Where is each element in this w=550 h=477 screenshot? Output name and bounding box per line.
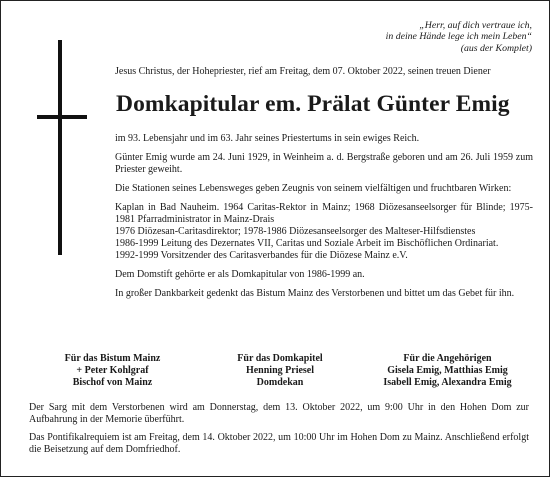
signatory-title: Domdekan <box>256 377 304 388</box>
quote-line-1: „Herr, auf dich vertraue ich, <box>419 20 532 31</box>
quote-line-2: in deine Hände lege ich mein Leben“ <box>385 31 532 43</box>
requiem-paragraph: Das Pontifikalrequiem ist am Freitag, dem 14. Oktober 2022, um 10:00 Uhr im Hohen Dom zu Mainz. Anschließend erfolgt die Beisetzung auf dem Domfriedhof. <box>29 432 529 455</box>
signatory-names: Isabell Emig, Alexandra Emig <box>383 377 512 388</box>
obituary-body <box>115 133 533 307</box>
signatory-heading: Für das Domkapitel <box>237 353 323 364</box>
career-item: 1986-1999 Leitung des Dezernates VII, Caritas und Soziale Arbeit im Bischöflichen Ordinariat. <box>115 238 499 249</box>
deceased-name: Domkapitular em. Prälat Günter Emig <box>116 91 510 117</box>
signatory-heading: Für das Bistum Mainz <box>64 353 161 364</box>
cross-horizontal-bar <box>37 115 87 119</box>
funeral-details <box>29 402 529 462</box>
signatory-name: Gisela Emig, Matthias Emig <box>387 365 508 376</box>
signatory-family <box>365 353 530 389</box>
cross-vertical-bar <box>58 40 62 255</box>
signatory-name: + Peter Kohlgraf <box>76 365 149 376</box>
career-item: 1992-1999 Vorsitzender des Caritasverbandes für die Diözese Mainz e.V. <box>115 250 408 261</box>
age-paragraph: im 93. Lebensjahr und im 63. Jahr seines Priestertums in sein ewiges Reich. <box>115 133 420 144</box>
birth-paragraph: Günter Emig wurde am 24. Juni 1929, in Weinheim a. d. Bergstraße geboren und am 26. Juli 1959 zum Priester geweiht. <box>115 152 533 175</box>
domstift-paragraph: Dem Domstift gehörte er als Domkapitular von 1986-1999 an. <box>115 269 365 280</box>
signatory-title: Bischof von Mainz <box>72 377 153 388</box>
signatory-chapter <box>198 353 363 389</box>
signatories <box>30 353 530 389</box>
career-item: 1976 Diözesan-Caritasdirektor; 1978-1986 Diözesanseelsorger des Malteser-Hilfsdienstes <box>115 226 476 237</box>
career-list <box>115 202 533 262</box>
bible-quote <box>292 20 532 54</box>
gratitude-paragraph: In großer Dankbarkeit gedenkt das Bistum Mainz des Verstorbenen und bittet um das Gebet für ihn. <box>115 288 515 299</box>
career-item: Kaplan in Bad Nauheim. 1964 Caritas-Rektor in Mainz; 1968 Diözesanseelsorger für Blinde; 1975-1981 Pfarradministrator in Mainz-Drais <box>115 202 533 225</box>
intro-line: Jesus Christus, der Hohepriester, rief am Freitag, dem 07. Oktober 2022, seinen treuen Diener <box>115 66 491 77</box>
signatory-heading: Für die Angehörigen <box>403 353 492 364</box>
signatory-diocese <box>30 353 195 389</box>
quote-source: (aus der Komplet) <box>460 42 532 54</box>
coffin-paragraph: Der Sarg mit dem Verstorbenen wird am Donnerstag, dem 13. Oktober 2022, um 9:00 Uhr in den Hohen Dom zur Aufbahrung in der Memorie überführt. <box>29 402 529 425</box>
signatory-name: Henning Priesel <box>245 365 315 376</box>
stations-paragraph: Die Stationen seines Lebensweges geben Zeugnis von seinem vielfältigen und fruchtbaren Wirken: <box>115 183 512 194</box>
